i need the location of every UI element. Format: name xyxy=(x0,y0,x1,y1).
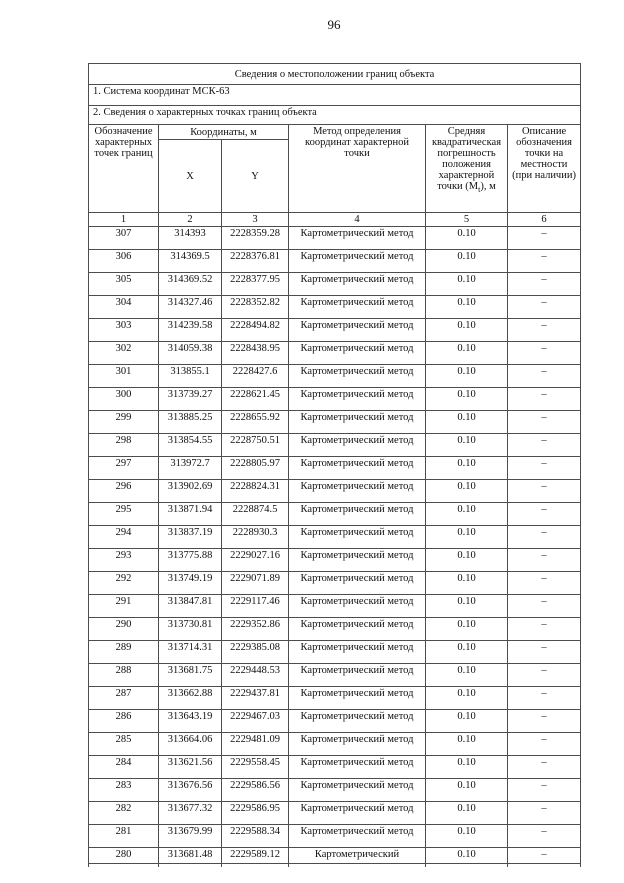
table-row xyxy=(89,342,581,365)
cell-y-coordinate: 2228376.81 xyxy=(222,250,289,273)
table-row xyxy=(89,802,581,825)
table-row xyxy=(89,319,581,342)
cell-description: – xyxy=(508,388,581,411)
cell-x-coordinate: 313871.94 xyxy=(159,503,222,526)
header-point-designation: Обозначение характерных точек границ xyxy=(89,125,159,213)
cell-mt-error: 0.10 xyxy=(426,664,508,687)
cell-description: – xyxy=(508,250,581,273)
cell-point-number: 283 xyxy=(89,779,159,802)
cell-mt-error: 0.10 xyxy=(426,710,508,733)
table-row xyxy=(89,733,581,756)
cell-x-coordinate: 313714.31 xyxy=(159,641,222,664)
cell-description: – xyxy=(508,273,581,296)
cell-method: Картометрический метод xyxy=(289,457,426,480)
cell-mt-error: 0.10 xyxy=(426,342,508,365)
cell-y-coordinate: 2229558.45 xyxy=(222,756,289,779)
table-row xyxy=(89,273,581,296)
cell-point-number: 301 xyxy=(89,365,159,388)
cell-mt-error: 0.10 xyxy=(426,365,508,388)
cell-description: – xyxy=(508,687,581,710)
cell-description: – xyxy=(508,319,581,342)
cell-y-coordinate: 2228621.45 xyxy=(222,388,289,411)
table-row xyxy=(89,250,581,273)
header-y: Y xyxy=(222,140,289,213)
cell-mt-error: 0.10 xyxy=(426,296,508,319)
cell-point-number: 286 xyxy=(89,710,159,733)
cell-method: Картометрический метод xyxy=(289,756,426,779)
cut-off-cell xyxy=(426,864,508,868)
cell-x-coordinate: 313677.32 xyxy=(159,802,222,825)
cell-x-coordinate: 313854.55 xyxy=(159,434,222,457)
cell-y-coordinate: 2228824.31 xyxy=(222,480,289,503)
table-row xyxy=(89,779,581,802)
cell-mt-error: 0.10 xyxy=(426,572,508,595)
cell-method: Картометрический метод xyxy=(289,664,426,687)
cut-off-cell xyxy=(89,864,159,868)
cell-description: – xyxy=(508,365,581,388)
cell-point-number: 285 xyxy=(89,733,159,756)
cell-method: Картометрический метод xyxy=(289,342,426,365)
cut-off-cell xyxy=(159,864,222,868)
cell-mt-error: 0.10 xyxy=(426,641,508,664)
cell-method: Картометрический метод xyxy=(289,273,426,296)
cell-description: – xyxy=(508,802,581,825)
cell-y-coordinate: 2229586.95 xyxy=(222,802,289,825)
cell-y-coordinate: 2228930.3 xyxy=(222,526,289,549)
cell-mt-error: 0.10 xyxy=(426,480,508,503)
cell-x-coordinate: 313621.56 xyxy=(159,756,222,779)
cell-description: – xyxy=(508,526,581,549)
section2-row xyxy=(89,106,581,125)
cell-method: Картометрический метод xyxy=(289,549,426,572)
cell-point-number: 289 xyxy=(89,641,159,664)
cell-point-number: 302 xyxy=(89,342,159,365)
cell-point-number: 303 xyxy=(89,319,159,342)
cell-point-number: 297 xyxy=(89,457,159,480)
cell-y-coordinate: 2228438.95 xyxy=(222,342,289,365)
table-row xyxy=(89,503,581,526)
column-number-5: 5 xyxy=(426,213,508,227)
cell-y-coordinate: 2229117.46 xyxy=(222,595,289,618)
cell-mt-error: 0.10 xyxy=(426,549,508,572)
page-number: 96 xyxy=(327,17,341,32)
table-row xyxy=(89,825,581,848)
cell-mt-error: 0.10 xyxy=(426,595,508,618)
cell-mt-error: 0.10 xyxy=(426,802,508,825)
table-row xyxy=(89,457,581,480)
cell-y-coordinate: 2229586.56 xyxy=(222,779,289,802)
cell-description: – xyxy=(508,457,581,480)
header-x: X xyxy=(159,140,222,213)
coordinate-system-row xyxy=(89,85,581,106)
cut-off-cell xyxy=(508,864,581,868)
cell-x-coordinate: 314327.46 xyxy=(159,296,222,319)
cell-x-coordinate: 313885.25 xyxy=(159,411,222,434)
cell-method: Картометрический метод xyxy=(289,687,426,710)
header-mt-post: ), м xyxy=(480,181,496,192)
cell-description: – xyxy=(508,779,581,802)
cell-mt-error: 0.10 xyxy=(426,319,508,342)
table-row xyxy=(89,434,581,457)
column-number-3: 3 xyxy=(222,213,289,227)
cell-y-coordinate: 2229027.16 xyxy=(222,549,289,572)
cell-y-coordinate: 2229589.12 xyxy=(222,848,289,864)
cell-mt-error: 0.10 xyxy=(426,434,508,457)
cell-description: – xyxy=(508,342,581,365)
table-row xyxy=(89,848,581,864)
cell-method: Картометрический метод xyxy=(289,434,426,457)
table-row xyxy=(89,411,581,434)
cell-y-coordinate: 2229448.53 xyxy=(222,664,289,687)
cell-y-coordinate: 2229588.34 xyxy=(222,825,289,848)
table-row xyxy=(89,618,581,641)
cut-off-cell xyxy=(222,864,289,868)
cell-mt-error: 0.10 xyxy=(426,503,508,526)
cell-y-coordinate: 2229437.81 xyxy=(222,687,289,710)
cell-method: Картометрический метод xyxy=(289,480,426,503)
cell-description: – xyxy=(508,595,581,618)
cell-y-coordinate: 2228352.82 xyxy=(222,296,289,319)
section2-label: 2. Сведения о характерных точках границ объекта xyxy=(89,106,581,125)
cell-method: Картометрический метод xyxy=(289,296,426,319)
cell-x-coordinate: 314369.52 xyxy=(159,273,222,296)
cell-point-number: 284 xyxy=(89,756,159,779)
cell-point-number: 294 xyxy=(89,526,159,549)
cell-y-coordinate: 2228655.92 xyxy=(222,411,289,434)
cell-description: – xyxy=(508,503,581,526)
column-number-1: 1 xyxy=(89,213,159,227)
cell-point-number: 296 xyxy=(89,480,159,503)
cell-y-coordinate: 2228805.97 xyxy=(222,457,289,480)
cell-method: Картометрический метод xyxy=(289,572,426,595)
cell-x-coordinate: 313681.48 xyxy=(159,848,222,864)
cell-method: Картометрический метод xyxy=(289,250,426,273)
cell-x-coordinate: 313749.19 xyxy=(159,572,222,595)
table-row xyxy=(89,227,581,250)
cell-point-number: 292 xyxy=(89,572,159,595)
header-mt-sub: t xyxy=(478,185,481,195)
column-number-2: 2 xyxy=(159,213,222,227)
cell-description: – xyxy=(508,480,581,503)
cell-mt-error: 0.10 xyxy=(426,779,508,802)
cell-mt-error: 0.10 xyxy=(426,733,508,756)
cell-mt-error: 0.10 xyxy=(426,388,508,411)
header-mt-pre: Средняя квадратическая погрешность положения характерной точки (M xyxy=(431,126,502,192)
table-row xyxy=(89,641,581,664)
cell-x-coordinate: 314239.58 xyxy=(159,319,222,342)
cell-point-number: 304 xyxy=(89,296,159,319)
cell-x-coordinate: 313664.06 xyxy=(159,733,222,756)
cell-point-number: 306 xyxy=(89,250,159,273)
cell-point-number: 282 xyxy=(89,802,159,825)
cell-point-number: 291 xyxy=(89,595,159,618)
cell-x-coordinate: 313739.27 xyxy=(159,388,222,411)
cell-description: – xyxy=(508,733,581,756)
cell-point-number: 287 xyxy=(89,687,159,710)
cell-method: Картометрический метод xyxy=(289,618,426,641)
cell-x-coordinate: 313643.19 xyxy=(159,710,222,733)
cell-mt-error: 0.10 xyxy=(426,411,508,434)
cell-x-coordinate: 314393 xyxy=(159,227,222,250)
cell-mt-error: 0.10 xyxy=(426,273,508,296)
cell-description: – xyxy=(508,572,581,595)
boundary-points-table xyxy=(88,63,581,867)
table-row xyxy=(89,480,581,503)
cell-mt-error: 0.10 xyxy=(426,825,508,848)
table-row xyxy=(89,710,581,733)
cell-method: Картометрический метод xyxy=(289,388,426,411)
cell-method: Картометрический метод xyxy=(289,802,426,825)
coordinate-system-label: 1. Система координат МСК-63 xyxy=(89,85,581,106)
cell-point-number: 281 xyxy=(89,825,159,848)
table-row xyxy=(89,595,581,618)
cell-point-number: 305 xyxy=(89,273,159,296)
cell-mt-error: 0.10 xyxy=(426,526,508,549)
table-row xyxy=(89,687,581,710)
cell-x-coordinate: 313972.7 xyxy=(159,457,222,480)
cell-x-coordinate: 313902.69 xyxy=(159,480,222,503)
table-title: Сведения о местоположении границ объекта xyxy=(89,64,581,85)
cell-description: – xyxy=(508,756,581,779)
cell-point-number: 300 xyxy=(89,388,159,411)
cell-method: Картометрический метод xyxy=(289,595,426,618)
cell-method: Картометрический метод xyxy=(289,641,426,664)
cell-x-coordinate: 313730.81 xyxy=(159,618,222,641)
cell-method: Картометрический xyxy=(289,848,426,864)
table-row xyxy=(89,572,581,595)
cell-method: Картометрический метод xyxy=(289,526,426,549)
table-row xyxy=(89,549,581,572)
cell-y-coordinate: 2228750.51 xyxy=(222,434,289,457)
cell-description: – xyxy=(508,434,581,457)
cut-off-cell xyxy=(289,864,426,868)
cell-mt-error: 0.10 xyxy=(426,687,508,710)
cell-method: Картометрический метод xyxy=(289,227,426,250)
cell-x-coordinate: 313662.88 xyxy=(159,687,222,710)
table-row xyxy=(89,526,581,549)
cell-description: – xyxy=(508,848,581,864)
cell-y-coordinate: 2228359.28 xyxy=(222,227,289,250)
column-number-6: 6 xyxy=(508,213,581,227)
cell-y-coordinate: 2228377.95 xyxy=(222,273,289,296)
cell-description: – xyxy=(508,641,581,664)
cell-point-number: 307 xyxy=(89,227,159,250)
cell-y-coordinate: 2229481.09 xyxy=(222,733,289,756)
cell-mt-error: 0.10 xyxy=(426,848,508,864)
cell-description: – xyxy=(508,296,581,319)
cell-point-number: 290 xyxy=(89,618,159,641)
cell-description: – xyxy=(508,664,581,687)
cell-method: Картометрический метод xyxy=(289,733,426,756)
cell-mt-error: 0.10 xyxy=(426,227,508,250)
table-title-row xyxy=(89,64,581,85)
cell-mt-error: 0.10 xyxy=(426,250,508,273)
cell-point-number: 298 xyxy=(89,434,159,457)
table-row xyxy=(89,664,581,687)
cell-x-coordinate: 313775.88 xyxy=(159,549,222,572)
cell-description: – xyxy=(508,549,581,572)
cell-x-coordinate: 314059.38 xyxy=(159,342,222,365)
header-method: Метод определения координат характерной точки xyxy=(289,125,426,213)
cell-y-coordinate: 2229385.08 xyxy=(222,641,289,664)
cell-mt-error: 0.10 xyxy=(426,756,508,779)
cell-method: Картометрический метод xyxy=(289,503,426,526)
table-row xyxy=(89,365,581,388)
cell-method: Картометрический метод xyxy=(289,365,426,388)
cell-y-coordinate: 2228494.82 xyxy=(222,319,289,342)
header-coordinates-group: Координаты, м xyxy=(159,125,289,140)
column-number-4: 4 xyxy=(289,213,426,227)
table-row xyxy=(89,296,581,319)
cell-x-coordinate: 313681.75 xyxy=(159,664,222,687)
table-row xyxy=(89,756,581,779)
cell-y-coordinate: 2228874.5 xyxy=(222,503,289,526)
table-row xyxy=(89,388,581,411)
cell-method: Картометрический метод xyxy=(289,825,426,848)
cell-method: Картометрический метод xyxy=(289,319,426,342)
cell-point-number: 295 xyxy=(89,503,159,526)
cell-point-number: 280 xyxy=(89,848,159,864)
cell-description: – xyxy=(508,710,581,733)
cell-x-coordinate: 313837.19 xyxy=(159,526,222,549)
cell-x-coordinate: 313679.99 xyxy=(159,825,222,848)
column-numbers-row xyxy=(89,213,581,227)
header-row-1 xyxy=(89,125,581,140)
cut-off-row xyxy=(89,864,581,868)
cell-x-coordinate: 313847.81 xyxy=(159,595,222,618)
cell-x-coordinate: 313676.56 xyxy=(159,779,222,802)
cell-x-coordinate: 313855.1 xyxy=(159,365,222,388)
cell-point-number: 293 xyxy=(89,549,159,572)
cell-y-coordinate: 2228427.6 xyxy=(222,365,289,388)
cell-point-number: 288 xyxy=(89,664,159,687)
cell-method: Картометрический метод xyxy=(289,411,426,434)
header-description: Описание обозначения точки на местности (при наличии) xyxy=(508,125,581,213)
cell-mt-error: 0.10 xyxy=(426,618,508,641)
cell-method: Картометрический метод xyxy=(289,710,426,733)
cell-y-coordinate: 2229071.89 xyxy=(222,572,289,595)
cell-description: – xyxy=(508,618,581,641)
cell-y-coordinate: 2229352.86 xyxy=(222,618,289,641)
cell-y-coordinate: 2229467.03 xyxy=(222,710,289,733)
header-mean-square-error xyxy=(426,125,508,213)
cell-mt-error: 0.10 xyxy=(426,457,508,480)
cell-method: Картометрический метод xyxy=(289,779,426,802)
cell-description: – xyxy=(508,825,581,848)
cell-x-coordinate: 314369.5 xyxy=(159,250,222,273)
cell-description: – xyxy=(508,227,581,250)
cell-description: – xyxy=(508,411,581,434)
cell-point-number: 299 xyxy=(89,411,159,434)
